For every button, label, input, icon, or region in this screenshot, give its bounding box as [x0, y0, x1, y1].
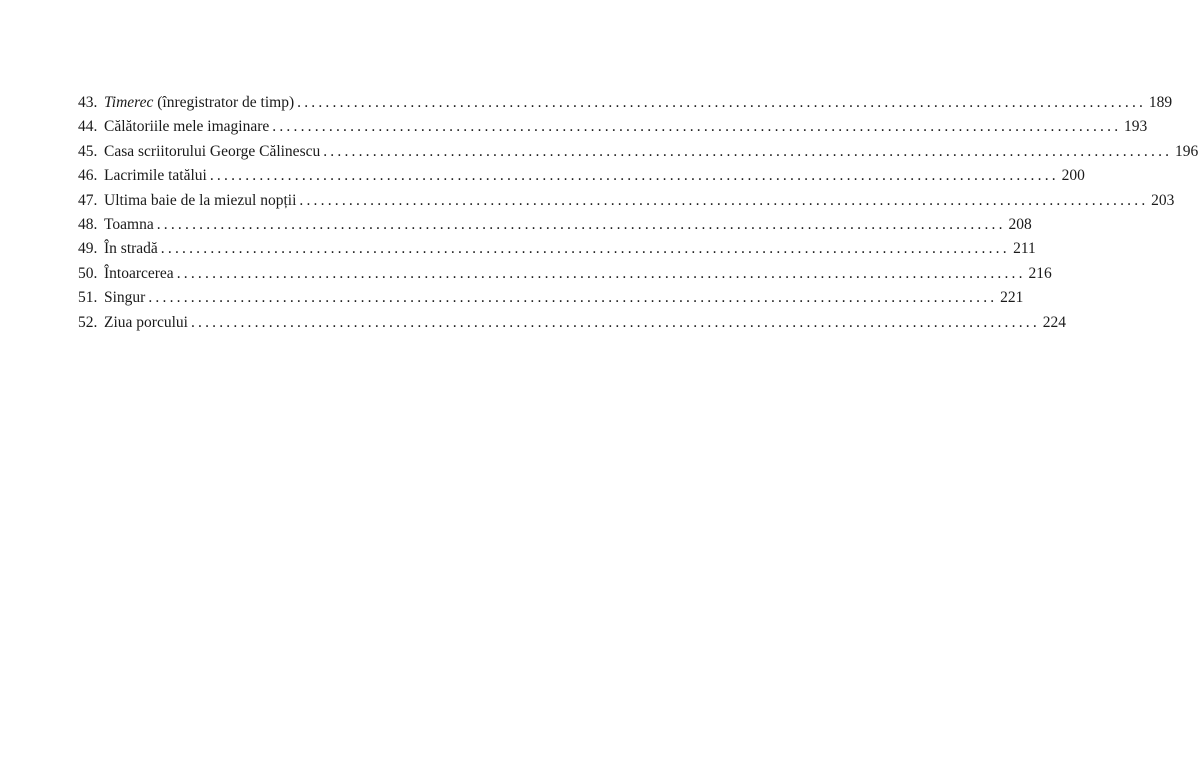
toc-entry — [78, 91, 1173, 115]
page-number: 224 — [1042, 313, 1066, 331]
chapter-title: Călătoriile mele imaginare — [104, 118, 270, 136]
chapter-number: 49. — [78, 240, 98, 258]
dot-leader: ........................................................................................................................ — [272, 118, 1122, 136]
chapter-number: 52. — [78, 313, 98, 331]
chapter-number: 48. — [78, 215, 98, 233]
chapter-number: 51. — [78, 289, 98, 307]
page-number: 196 — [1174, 142, 1198, 160]
chapter-number: 45. — [78, 142, 98, 160]
chapter-title: Lacrimile tatălui — [104, 167, 207, 185]
chapter-title: Casa scriitorului George Călinescu — [104, 142, 321, 160]
page-number: 208 — [1008, 215, 1032, 233]
chapter-title — [104, 91, 297, 115]
page-number: 193 — [1124, 118, 1148, 136]
chapter-number: 47. — [78, 191, 98, 209]
toc-entry — [78, 115, 1148, 139]
chapter-title: Ultima baie de la miezul nopții — [104, 191, 297, 209]
chapter-number: 43. — [78, 94, 98, 111]
dot-leader: ........................................................................................................................ — [297, 94, 1147, 111]
toc-entry — [78, 213, 1032, 237]
chapter-title: Ziua porcului — [104, 313, 188, 331]
page-number: 211 — [1013, 240, 1036, 258]
chapter-title: În stradă — [104, 240, 158, 258]
dot-leader: ........................................................................................................................ — [323, 142, 1173, 160]
dot-leader: ........................................................................................................................ — [148, 289, 998, 307]
toc-entry — [78, 140, 1198, 164]
dot-leader: ........................................................................................................................ — [190, 313, 1040, 331]
page-number: 189 — [1148, 94, 1173, 111]
page-number: 203 — [1151, 191, 1175, 209]
toc-entry — [78, 189, 1175, 213]
toc-entry — [78, 237, 1036, 261]
page-number: 200 — [1061, 167, 1085, 185]
chapter-number: 50. — [78, 264, 98, 282]
toc-entry — [78, 164, 1085, 188]
chapter-title: Singur — [104, 289, 146, 307]
dot-leader: ........................................................................................................................ — [299, 191, 1149, 209]
chapter-title-italic: Timerec — [104, 94, 154, 111]
toc-entry — [78, 262, 1052, 286]
toc-entry — [78, 286, 1024, 310]
dot-leader: ........................................................................................................................ — [160, 240, 1010, 258]
chapter-title: Întoarcerea — [104, 264, 174, 282]
chapter-number: 46. — [78, 167, 98, 185]
toc-entry — [78, 311, 1066, 335]
page-number: 216 — [1028, 264, 1052, 282]
chapter-title: Toamna — [104, 215, 154, 233]
page-number: 221 — [1000, 289, 1024, 307]
chapter-title-text: (înregistrator de timp) — [153, 94, 295, 111]
dot-leader: ........................................................................................................................ — [156, 215, 1006, 233]
dot-leader: ........................................................................................................................ — [176, 264, 1026, 282]
table-of-contents — [78, 91, 1198, 335]
chapter-number: 44. — [78, 118, 98, 136]
dot-leader: ........................................................................................................................ — [209, 167, 1059, 185]
